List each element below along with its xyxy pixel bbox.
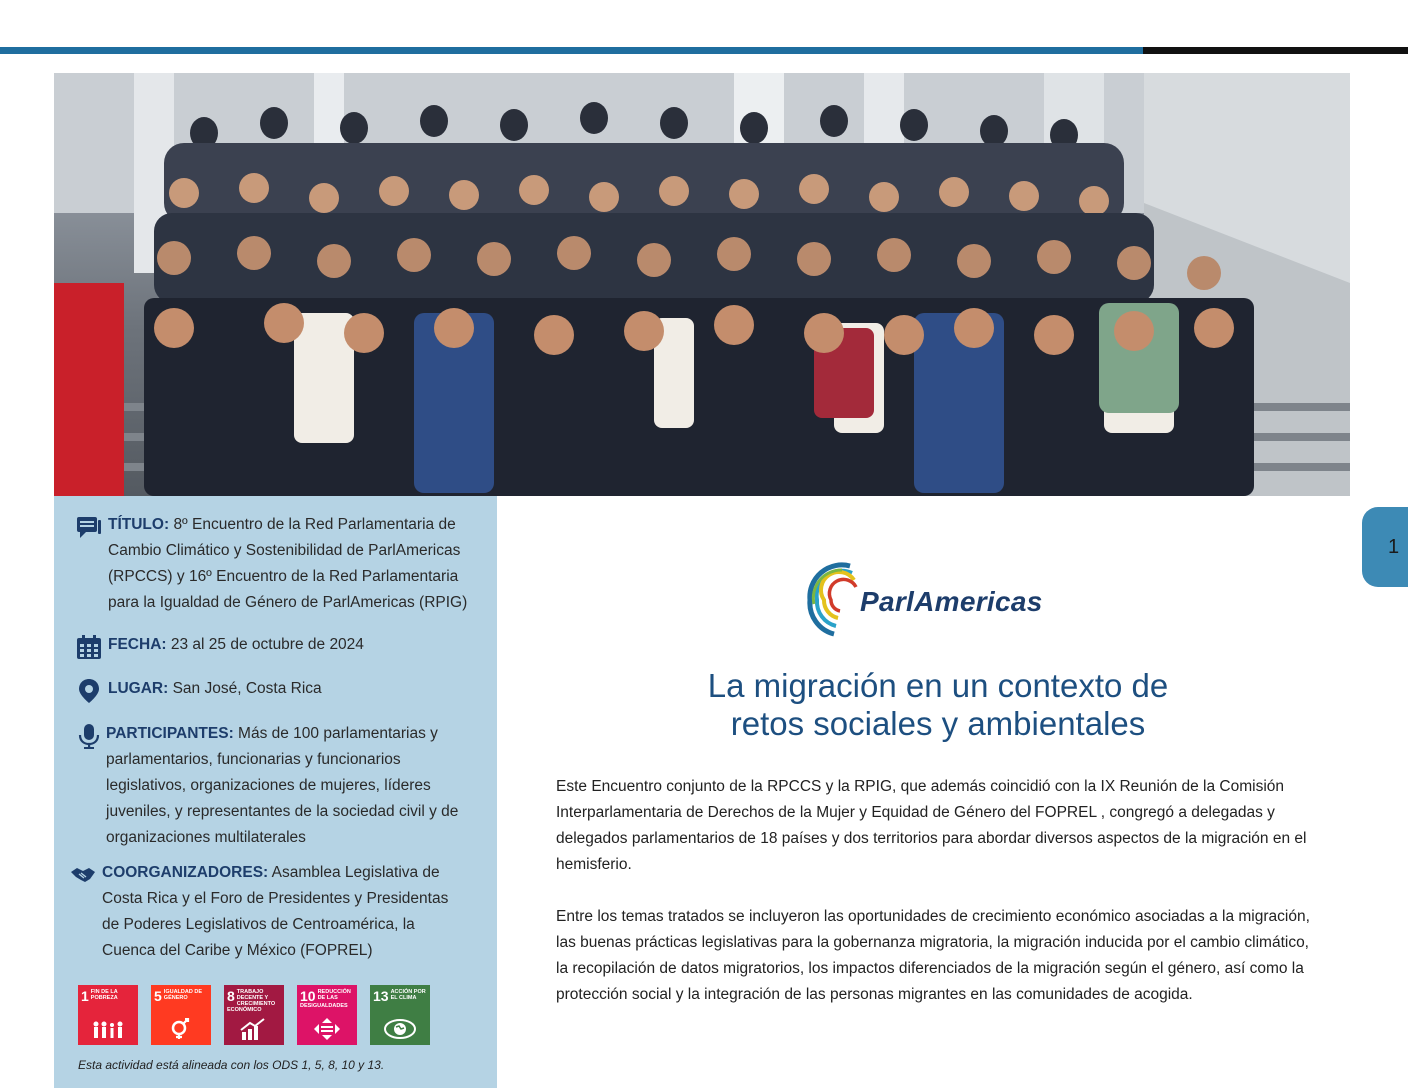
sdg-1-icon: 1 FIN DE LA POBREZA (78, 985, 138, 1045)
fecha-text (108, 632, 486, 658)
top-rule-blue (0, 47, 1143, 54)
titulo-key: TÍTULO: (108, 516, 170, 533)
sdg-8-icon: 8 TRABAJO DECENTE Y CRECIMIENTO ECONÓMICO (224, 985, 284, 1045)
coorganizadores-key: COORGANIZADORES: (102, 864, 269, 881)
coorganizadores-row (70, 860, 460, 964)
body-paragraph-1: Este Encuentro conjunto de la RPCCS y la RPIG, que además coincidió con la IX Reunión de la Comisión Interparlamentaria de Derechos de la Mujer y Equidad de Género del FOPREL , congregó a delegadas y delegados parlamentarios de 18 países y dos territorios para abordar diversos aspectos de la migración en el hemisferio. (556, 778, 1307, 873)
sdg-caption: Esta actividad está alineada con los ODS 1, 5, 8, 10 y 13. (78, 1058, 385, 1072)
participantes-row (76, 721, 476, 851)
chat-icon (76, 514, 102, 540)
calendar-icon (76, 634, 102, 660)
fecha-row (76, 632, 486, 658)
location-pin-icon (76, 678, 102, 704)
sdg-13-icon: 13 ACCIÓN POR EL CLIMA (370, 985, 430, 1045)
titulo-text (108, 512, 486, 616)
participantes-value: Más de 100 parlamentarias y parlamentarios, funcionarias y funcionarios legislativos, organizaciones de mujeres, líderes juveniles, y representantes de la sociedad civil y de organizaciones multilaterales (106, 725, 459, 846)
lugar-key: LUGAR: (108, 680, 169, 697)
article-headline (560, 667, 1316, 743)
logo-wordmark: ParlAmericas (860, 586, 1043, 617)
lugar-value: San José, Costa Rica (172, 680, 322, 697)
sdg-5-icon: 5 IGUALDAD DE GÉNERO (151, 985, 211, 1045)
lugar-row (76, 676, 486, 702)
headline-line-2: retos sociales y ambientales (730, 705, 1146, 742)
participantes-text (106, 721, 476, 851)
sdg-icons (78, 985, 430, 1045)
page-number-tab: 1 (1362, 507, 1408, 587)
event-info-panel (54, 496, 497, 1088)
handshake-icon (70, 862, 96, 888)
titulo-value: 8º Encuentro de la Red Parlamentaria de Cambio Climático y Sostenibilidad de ParlAmericas (RPCCS) y 16º Encuentro de la Red Parlamentaria para la Igualdad de Género de ParlAmericas (RPIG) (108, 516, 468, 611)
fecha-key: FECHA: (108, 636, 167, 653)
sdg-10-icon: 10 REDUCCIÓN DE LAS DESIGUALDADES (297, 985, 357, 1045)
parlamericas-logo (804, 560, 1084, 640)
participantes-key: PARTICIPANTES: (106, 725, 234, 742)
titulo-row (76, 512, 486, 616)
coorganizadores-text (102, 860, 460, 964)
microphone-icon (76, 723, 102, 749)
coorganizadores-value: Asamblea Legislativa de Costa Rica y el Foro de Presidentes y Presidentas de Poderes Legislativos de Centroamérica, la Cuenca del Caribe y México (FOPREL) (102, 864, 449, 959)
top-rule-black (1143, 47, 1408, 54)
fecha-value: 23 al 25 de octubre de 2024 (170, 636, 364, 653)
headline-line-1: La migración en un contexto de (707, 667, 1169, 704)
body-paragraph-2: Entre los temas tratados se incluyeron las oportunidades de crecimiento económico asociadas a la migración, las buenas prácticas legislativas para la gobernanza migratoria, la migración inducida por el cambio climático, la recopilación de datos migratorios, los impactos diferenciados de la migración según el género, así como la protección social y la integración de las personas migrantes en las comunidades de acogida. (556, 908, 1310, 1003)
group-photo (54, 73, 1350, 496)
lugar-text (108, 676, 486, 702)
